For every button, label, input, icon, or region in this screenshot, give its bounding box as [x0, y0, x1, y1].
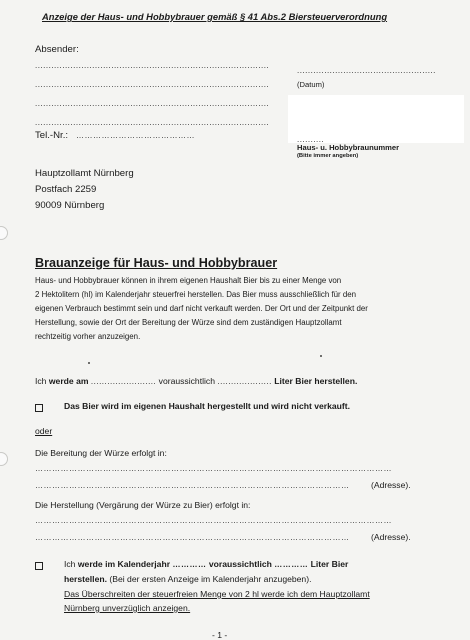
herstellung-address-label: (Adresse). [371, 532, 411, 542]
option2-liter: Liter Bier [310, 559, 349, 569]
herstellung-label: Die Herstellung (Vergärung der Würze zu Bier) erfolgt in: [35, 500, 251, 510]
braunummer-field[interactable]: .......... [297, 135, 325, 144]
oder-label: oder [35, 426, 53, 436]
punch-hole [0, 452, 8, 466]
wuerze-address-label: (Adresse). [371, 480, 411, 490]
braunummer-hint: (Bitte immer angeben) [297, 153, 359, 159]
sender-line-3[interactable]: ...................................................................................... [35, 99, 270, 108]
tel-label: Tel.-Nr.: [35, 130, 69, 141]
paragraph-line-2: 2 Hektolitern (hl) im Kalenderjahr steuerfrei herstellen. Das Bier muss ausschließlich für den [35, 290, 357, 299]
date-label: (Datum) [297, 80, 325, 89]
herstellung-line-2[interactable]: ………………………………………………………………………………………………… [35, 533, 350, 542]
braunummer-label: Haus- u. Hobbybraunummer [297, 143, 400, 152]
sender-line-1[interactable]: ...................................................................................... [35, 61, 270, 70]
main-title: Brauanzeige für Haus- und Hobbybrauer [35, 256, 278, 270]
herstellung-line-1[interactable]: ……………………………………………………………………………………………………………… [35, 516, 392, 525]
paragraph-line-4: Herstellung, sowie der Ort der Bereitung der Würze sind dem zuständigen Hauptzollamt [35, 318, 342, 327]
date-field[interactable]: ................................................... [297, 66, 436, 75]
wuerze-line-1[interactable]: ……………………………………………………………………………………………………………… [35, 464, 392, 473]
option2-herstellen: herstellen. [64, 574, 107, 584]
punch-hole [0, 226, 8, 240]
wuerze-line-2[interactable]: ………………………………………………………………………………………………… [35, 481, 350, 490]
option2-warning-2: Nürnberg unverzüglich anzeigen. [64, 603, 191, 613]
date-of-brewing-field[interactable]: ........................ [90, 377, 157, 386]
form-header-title: Anzeige der Haus- und Hobbybrauer gemäß § 41 Abs.2 Biersteuerverordnung [42, 11, 388, 22]
sender-line-4[interactable]: ...................................................................................... [35, 118, 270, 127]
option2-werde-im: werde im Kalenderjahr [77, 559, 171, 569]
sender-label: Absender: [35, 44, 79, 55]
paragraph-line-3: eigenen Verbrauch bestimmt sein und darf nicht verkauft werden. Der Ort und der Zeitpunkt der [35, 304, 368, 313]
option2-voraussichtlich: voraussichtlich [208, 559, 272, 569]
option2-line-2 [64, 574, 311, 584]
annual-liter-field[interactable]: ………… [274, 560, 309, 569]
sender-line-2[interactable]: ...................................................................................... [35, 80, 270, 89]
option2-note: (Bei der ersten Anzeige im Kalenderjahr anzugeben). [109, 574, 312, 584]
option1-checkbox[interactable] [35, 404, 43, 412]
liter-amount-field[interactable]: .................... [217, 377, 272, 386]
statement-liter: Liter Bier herstellen. [274, 376, 358, 386]
calendar-year-field[interactable]: ………… [172, 560, 207, 569]
option2-line-1 [64, 559, 348, 569]
recipient-line-2: Postfach 2259 [35, 184, 97, 195]
tel-field[interactable]: …………………………………… [76, 131, 195, 140]
statement-line [35, 376, 357, 386]
option2-ich: Ich [64, 559, 76, 569]
wuerze-label: Die Bereitung der Würze erfolgt in: [35, 448, 167, 458]
paragraph-line-1: Haus- und Hobbybrauer können in ihrem eigenen Haushalt Bier bis zu einer Menge von [35, 276, 342, 285]
statement-voraussichtlich: voraussichtlich [158, 376, 215, 386]
statement-werde-am: werde am [48, 376, 89, 386]
scan-speck [320, 355, 322, 357]
statement-ich: Ich [35, 376, 47, 386]
scan-speck [88, 362, 90, 364]
recipient-line-3: 90009 Nürnberg [35, 200, 105, 211]
option2-checkbox[interactable] [35, 562, 43, 570]
page-number: - 1 - [212, 630, 228, 640]
recipient-line-1: Hauptzollamt Nürnberg [35, 168, 134, 179]
option2-warning-1: Das Überschreiten der steuerfreien Menge von 2 hl werde ich dem Hauptzollamt [64, 589, 370, 599]
option1-label: Das Bier wird im eigenen Haushalt hergestellt und wird nicht verkauft. [64, 401, 351, 411]
paragraph-line-5: rechtzeitig vorher anzuzeigen. [35, 332, 141, 341]
